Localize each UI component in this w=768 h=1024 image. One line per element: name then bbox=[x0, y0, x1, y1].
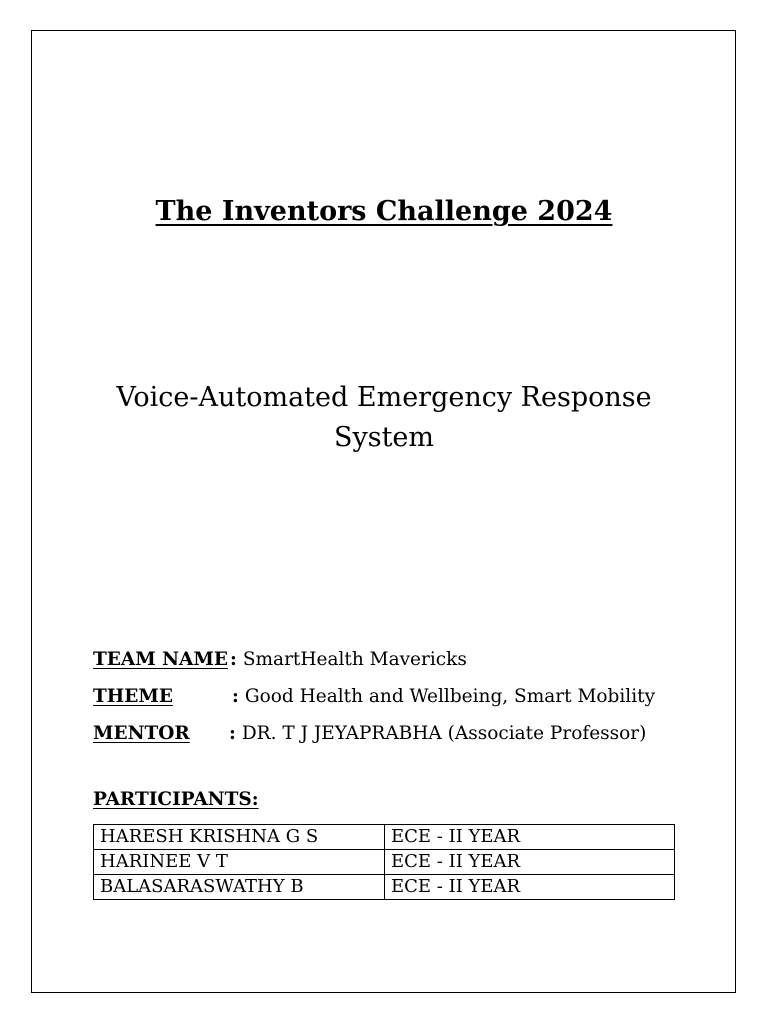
team-name-value: SmartHealth Mavericks bbox=[242, 649, 467, 670]
table-row bbox=[94, 850, 675, 875]
participant-dept: ECE - II YEAR bbox=[385, 850, 675, 875]
participant-dept: ECE - II YEAR bbox=[385, 825, 675, 850]
project-title: Voice-Automated Emergency Response System bbox=[116, 382, 652, 453]
table-row bbox=[94, 825, 675, 850]
participant-name: BALASARASWATHY B bbox=[94, 875, 385, 900]
mentor-label: MENTOR bbox=[93, 723, 190, 744]
theme-row bbox=[93, 684, 655, 710]
participants-table bbox=[93, 824, 675, 900]
participant-name: HARESH KRISHNA G S bbox=[94, 825, 385, 850]
participants-heading: PARTICIPANTS: bbox=[93, 789, 259, 810]
team-name-label: TEAM NAME bbox=[93, 649, 228, 670]
team-name-separator: : bbox=[230, 649, 237, 670]
participant-dept: ECE - II YEAR bbox=[385, 875, 675, 900]
theme-label: THEME bbox=[93, 686, 173, 707]
document-title: The Inventors Challenge 2024 bbox=[155, 196, 613, 227]
mentor-value: DR. T J JEYAPRABHA (Associate Professor) bbox=[241, 723, 647, 744]
participant-name: HARINEE V T bbox=[94, 850, 385, 875]
team-name-row bbox=[93, 647, 467, 673]
mentor-row bbox=[93, 721, 646, 747]
table-row bbox=[94, 875, 675, 900]
theme-separator: : bbox=[232, 686, 239, 707]
mentor-separator: : bbox=[229, 723, 236, 744]
theme-value: Good Health and Wellbeing, Smart Mobility bbox=[244, 686, 656, 707]
